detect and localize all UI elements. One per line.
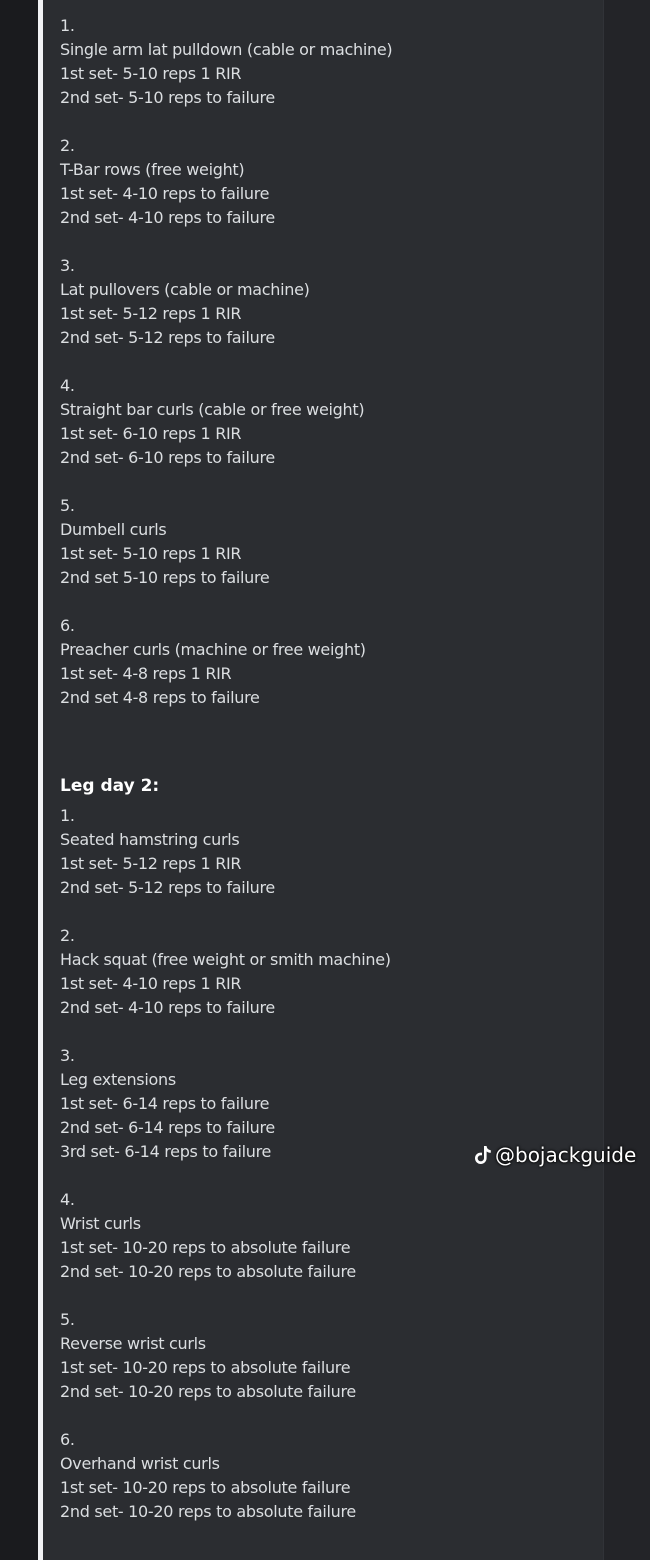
exercise-number: 3. <box>60 256 75 275</box>
exercise-number: 5. <box>60 1310 75 1329</box>
exercise-name: T-Bar rows (free weight) <box>60 160 245 179</box>
set-line: 1st set- 5-10 reps 1 RIR <box>60 544 242 563</box>
exercise-item <box>60 254 590 350</box>
exercise-name: Lat pullovers (cable or machine) <box>60 280 310 299</box>
section-title: Leg day 2: <box>60 776 160 796</box>
set-line: 1st set- 4-10 reps to failure <box>60 184 270 203</box>
exercise-item <box>60 1308 590 1404</box>
exercise-number: 3. <box>60 1046 75 1065</box>
exercise-number: 6. <box>60 616 75 635</box>
exercise-name: Straight bar curls (cable or free weight) <box>60 400 365 419</box>
workout-section <box>60 14 590 710</box>
exercise-item <box>60 494 590 590</box>
set-line: 1st set- 10-20 reps to absolute failure <box>60 1358 351 1377</box>
exercise-number: 2. <box>60 926 75 945</box>
exercise-item <box>60 374 590 470</box>
exercise-name: Overhand wrist curls <box>60 1454 220 1473</box>
watermark-handle: @bojackguide <box>495 1143 637 1167</box>
exercise-item <box>60 134 590 230</box>
exercise-item <box>60 1428 590 1524</box>
exercise-name: Wrist curls <box>60 1214 141 1233</box>
set-line: 2nd set- 5-12 reps to failure <box>60 878 275 897</box>
exercise-item <box>60 1188 590 1284</box>
exercise-name: Dumbell curls <box>60 520 167 539</box>
set-line: 2nd set- 10-20 reps to absolute failure <box>60 1382 356 1401</box>
exercise-name: Hack squat (free weight or smith machine) <box>60 950 391 969</box>
set-line: 2nd set 5-10 reps to failure <box>60 568 270 587</box>
scrollbar-track[interactable] <box>603 0 650 1560</box>
exercise-item <box>60 924 590 1020</box>
exercise-item <box>60 614 590 710</box>
set-line: 2nd set- 10-20 reps to absolute failure <box>60 1502 356 1521</box>
exercise-name: Preacher curls (machine or free weight) <box>60 640 366 659</box>
exercise-name: Single arm lat pulldown (cable or machine) <box>60 40 393 59</box>
exercise-item <box>60 804 590 900</box>
set-line: 2nd set- 10-20 reps to absolute failure <box>60 1262 356 1281</box>
set-line: 2nd set- 4-10 reps to failure <box>60 208 275 227</box>
set-line: 1st set- 10-20 reps to absolute failure <box>60 1478 351 1497</box>
exercise-number: 5. <box>60 496 75 515</box>
tiktok-icon <box>474 1145 492 1165</box>
set-line: 1st set- 6-10 reps 1 RIR <box>60 424 242 443</box>
set-line: 2nd set- 6-14 reps to failure <box>60 1118 275 1137</box>
set-line: 1st set- 5-12 reps 1 RIR <box>60 854 242 873</box>
exercise-name: Leg extensions <box>60 1070 176 1089</box>
set-line: 1st set- 4-10 reps 1 RIR <box>60 974 242 993</box>
left-gutter <box>0 0 38 1560</box>
set-line: 2nd set- 5-10 reps to failure <box>60 88 275 107</box>
set-line: 2nd set- 5-12 reps to failure <box>60 328 275 347</box>
exercise-number: 1. <box>60 806 75 825</box>
exercise-name: Reverse wrist curls <box>60 1334 206 1353</box>
exercise-number: 4. <box>60 376 75 395</box>
set-line: 1st set- 4-8 reps 1 RIR <box>60 664 232 683</box>
set-line: 2nd set- 4-10 reps to failure <box>60 998 275 1017</box>
set-line: 1st set- 10-20 reps to absolute failure <box>60 1238 351 1257</box>
exercise-number: 2. <box>60 136 75 155</box>
set-line: 1st set- 5-12 reps 1 RIR <box>60 304 242 323</box>
exercise-number: 1. <box>60 16 75 35</box>
exercise-number: 4. <box>60 1190 75 1209</box>
message-content <box>60 14 590 1560</box>
exercise-name: Seated hamstring curls <box>60 830 240 849</box>
set-line: 1st set- 5-10 reps 1 RIR <box>60 64 242 83</box>
set-line: 2nd set- 6-10 reps to failure <box>60 448 275 467</box>
exercise-item <box>60 14 590 110</box>
exercise-number: 6. <box>60 1430 75 1449</box>
set-line: 1st set- 6-14 reps to failure <box>60 1094 270 1113</box>
set-line: 3rd set- 6-14 reps to failure <box>60 1142 272 1161</box>
tiktok-watermark <box>474 1142 636 1168</box>
set-line: 2nd set 4-8 reps to failure <box>60 688 260 707</box>
